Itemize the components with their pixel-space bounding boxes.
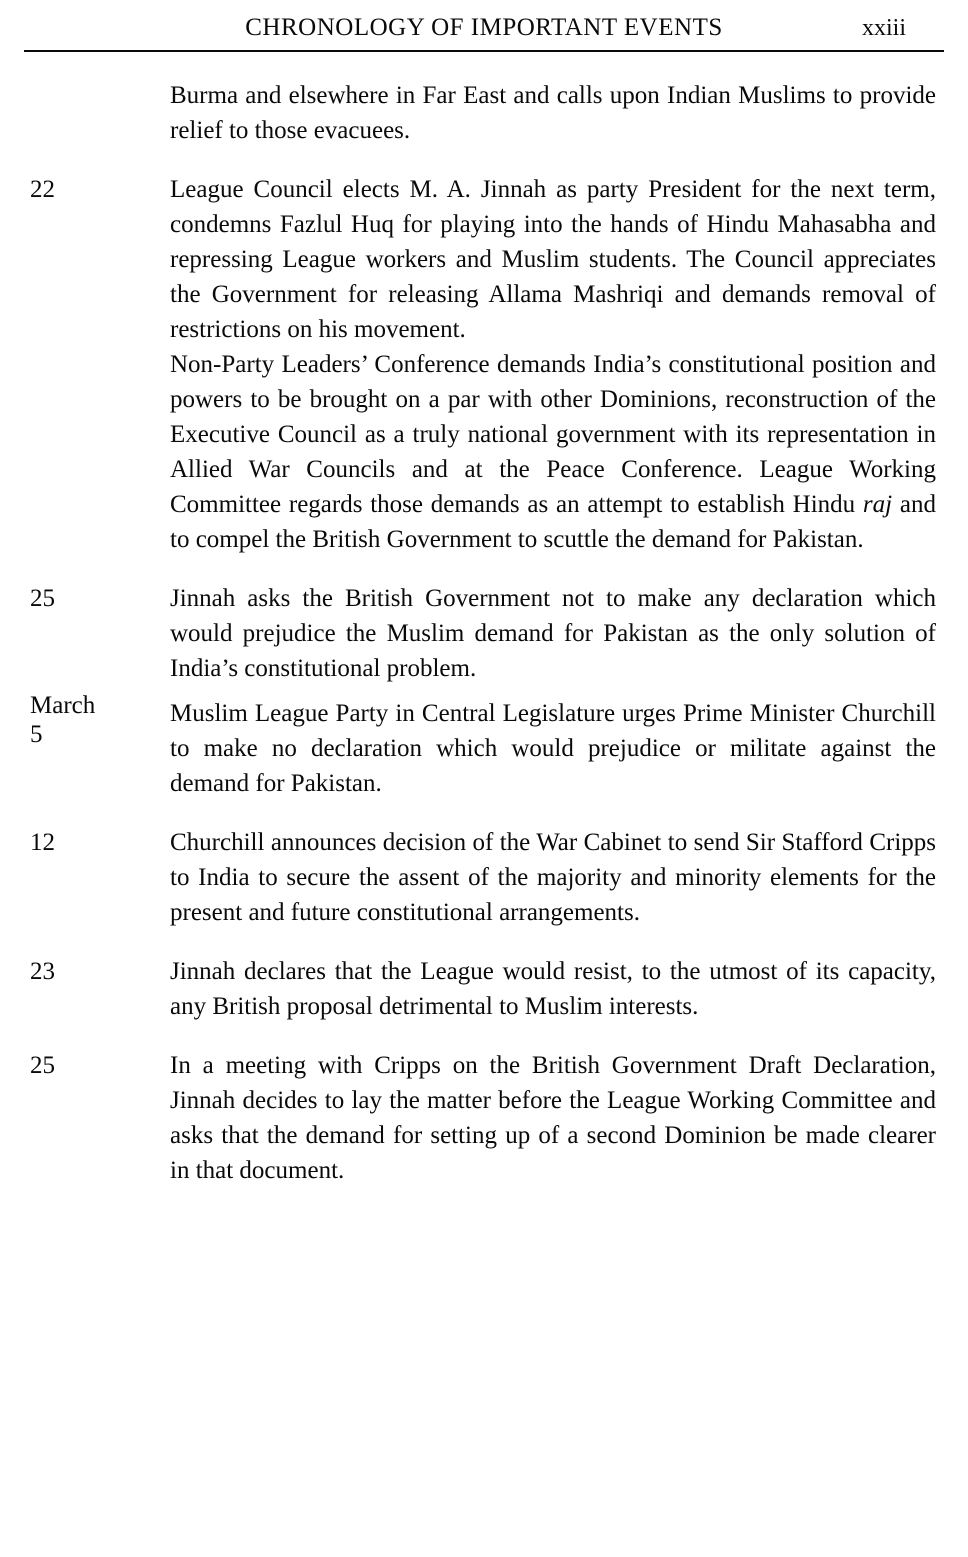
chronology-entry [30,825,940,930]
paragraph-tail: and to compel the British Government to scuttle the demand for Pakistan. [170,491,936,553]
entry-date: 23 [30,958,55,985]
entry-date-block [30,686,170,752]
page-title: CHRONOLOGY OF IMPORTANT EVENTS [245,14,723,41]
entry-date: 5 [30,721,43,748]
chronology-entry [30,78,940,148]
entry-paragraph: Jinnah declares that the League would resist, to the utmost of its capacity, any British proposal detrimental to Muslim interests. [170,958,936,1020]
entry-paragraph: Jinnah asks the British Government not to make any declaration which would prejudice the Muslim demand for Pakistan as the only solution of India’s constitutional problem. [170,585,936,682]
entry-date: 22 [30,176,55,203]
entry-date: 25 [30,1052,55,1079]
chronology-entry [30,581,940,686]
entry-text [170,825,940,930]
entry-text [170,1048,940,1188]
paragraph-lead: Non-Party Leaders’ Conference demands India’s constitutional position and powers to be brought on a par with other Dominions, reconstruction of the Executive Council as a truly national government with its representation in Allied War Councils and at the Peace Conference. League Working Committee regards those demands as an attempt to establish Hindu [170,351,936,518]
page-header [0,0,968,48]
entry-date: 12 [30,829,55,856]
entry-paragraph: In a meeting with Cripps on the British Government Draft Declaration, Jinnah decides to lay the matter before the League Working Committee and asks that the demand for setting up of a second Dominion be made clearer in that document. [170,1052,936,1184]
page-number: xxiii [861,15,906,41]
chronology-entry-march [30,686,940,801]
chronology-entry [30,1048,940,1188]
entry-text [170,954,940,1024]
chronology-list [0,52,968,1188]
entry-date: 25 [30,585,55,612]
entry-spacer [170,686,936,696]
chronology-entry [30,172,940,557]
entry-text [170,78,940,148]
entry-text [170,172,940,557]
chronology-entry [30,954,940,1024]
month-label: March [30,692,96,719]
entry-paragraph: Burma and elsewhere in Far East and calls upon Indian Muslims to provide relief to those evacuees. [170,82,936,144]
entry-paragraph: League Council elects M. A. Jinnah as party President for the next term, condemns Fazlul Huq for playing into the hands of Hindu Mahasabha and repressing League workers and Muslim students. The Council appreciates the Government for releasing Allama Mashriqi and demands removal of restrictions on his movement. [170,176,936,343]
entry-paragraph: Muslim League Party in Central Legislature urges Prime Minister Churchill to make no declaration which would prejudice or militate against the demand for Pakistan. [170,700,936,797]
italic-term: raj [862,491,893,518]
entry-paragraph: Churchill announces decision of the War Cabinet to send Sir Stafford Cripps to India to secure the assent of the majority and minority elements for the present and future constitutional arrangements. [170,829,936,926]
entry-text [170,686,940,801]
entry-text [170,581,940,686]
entry-paragraph [170,347,936,557]
